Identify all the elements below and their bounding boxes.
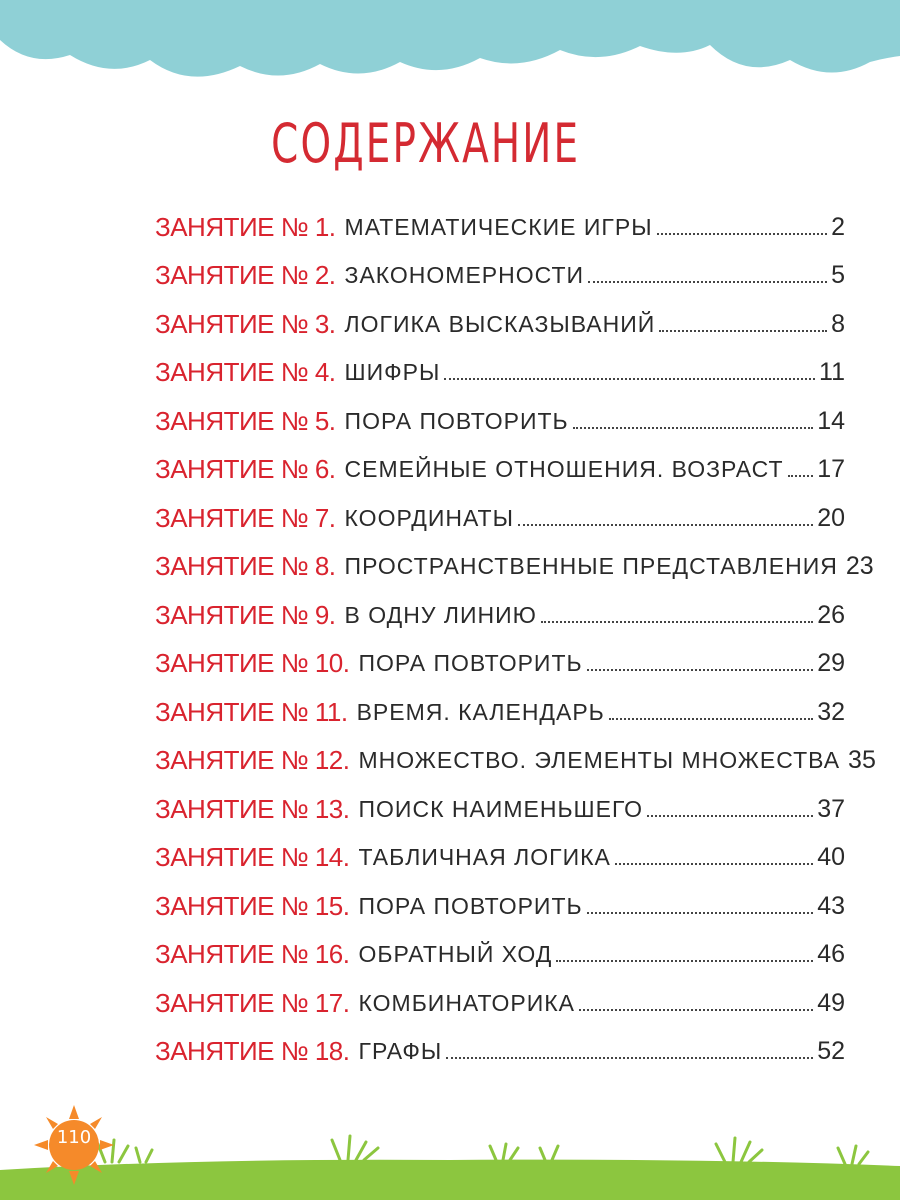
dot-leader [588, 281, 827, 283]
toc-row[interactable] [155, 874, 845, 923]
toc-row[interactable] [155, 389, 845, 438]
lesson-label: ЗАНЯТИЕ № 15. [155, 890, 350, 921]
lesson-page: 52 [817, 1037, 845, 1065]
lesson-topic: ВРЕМЯ. КАЛЕНДАРЬ [356, 698, 605, 725]
lesson-page: 40 [817, 843, 845, 871]
toc-row[interactable] [155, 923, 845, 972]
lesson-label: ЗАНЯТИЕ № 4. [155, 357, 336, 387]
lesson-label: ЗАНЯТИЕ № 14. [155, 842, 350, 872]
lesson-topic: ПОРА ПОВТОРИТЬ [358, 892, 583, 919]
lesson-page: 17 [817, 455, 845, 483]
dot-leader [609, 718, 813, 720]
lesson-topic: ТАБЛИЧНАЯ ЛОГИКА [358, 844, 611, 870]
lesson-topic: ШИФРЫ [344, 359, 441, 385]
dot-leader [444, 378, 815, 380]
lesson-topic: КООРДИНАТЫ [344, 504, 514, 531]
lesson-label: ЗАНЯТИЕ № 9. [155, 599, 336, 630]
toc-row[interactable] [155, 438, 845, 487]
grass-ground-decoration [0, 1110, 900, 1200]
lesson-page: 5 [831, 261, 845, 289]
lesson-topic: МНОЖЕСТВО. ЭЛЕМЕНТЫ МНОЖЕСТВА [358, 747, 841, 773]
dot-leader [587, 912, 814, 914]
lesson-label: ЗАНЯТИЕ № 8. [155, 551, 336, 581]
lesson-label: ЗАНЯТИЕ № 11. [155, 696, 348, 727]
dot-leader [659, 330, 827, 332]
lesson-label: ЗАНЯТИЕ № 10. [155, 648, 350, 678]
lesson-label: ЗАНЯТИЕ № 18. [155, 1036, 350, 1066]
dot-leader [518, 524, 813, 526]
dot-leader [541, 621, 813, 623]
toc-row[interactable] [155, 971, 845, 1020]
lesson-topic: ЗАКОНОМЕРНОСТИ [344, 262, 585, 288]
lesson-page: 26 [817, 600, 845, 629]
lesson-page: 8 [831, 309, 845, 338]
toc-row[interactable] [155, 341, 845, 390]
lesson-page: 49 [817, 988, 845, 1017]
lesson-page: 20 [817, 503, 845, 532]
toc-row[interactable] [155, 583, 845, 632]
toc-row[interactable] [155, 680, 845, 729]
lesson-topic: ПОРА ПОВТОРИТЬ [344, 407, 569, 434]
page-title: СОДЕРЖАНИЕ [271, 112, 581, 175]
toc-row[interactable] [155, 632, 845, 681]
dot-leader [788, 475, 814, 477]
dot-leader [615, 863, 813, 865]
toc-row[interactable] [155, 777, 845, 826]
dot-leader [556, 960, 813, 962]
toc-row[interactable] [155, 535, 874, 584]
lesson-label: ЗАНЯТИЕ № 3. [155, 308, 336, 339]
toc-row[interactable] [155, 826, 845, 875]
lesson-page: 43 [817, 891, 845, 920]
lesson-label: ЗАНЯТИЕ № 7. [155, 502, 336, 533]
lesson-topic: ГРАФЫ [358, 1038, 443, 1064]
lesson-label: ЗАНЯТИЕ № 6. [155, 454, 336, 484]
lesson-label: ЗАНЯТИЕ № 5. [155, 405, 336, 436]
dot-leader [587, 669, 814, 671]
lesson-topic: ЛОГИКА ВЫСКАЗЫВАНИЙ [344, 310, 656, 337]
lesson-page: 37 [817, 794, 845, 823]
lesson-page: 14 [817, 406, 845, 435]
toc-row[interactable] [155, 729, 876, 778]
table-of-contents [155, 195, 876, 1068]
lesson-topic: МАТЕМАТИЧЕСКИЕ ИГРЫ [344, 213, 653, 240]
lesson-topic: ПОРА ПОВТОРИТЬ [358, 650, 583, 676]
page-number: 110 [56, 1127, 92, 1148]
toc-row[interactable] [155, 486, 845, 535]
toc-row[interactable] [155, 1020, 845, 1069]
dot-leader [573, 427, 814, 429]
dot-leader [446, 1057, 813, 1059]
lesson-page: 11 [819, 358, 845, 386]
lesson-page: 29 [817, 649, 845, 677]
lesson-topic: ПРОСТРАНСТВЕННЫЕ ПРЕДСТАВЛЕНИЯ [344, 553, 838, 579]
lesson-topic: КОМБИНАТОРИКА [358, 989, 575, 1016]
lesson-label: ЗАНЯТИЕ № 17. [155, 987, 350, 1018]
lesson-page: 32 [817, 697, 845, 726]
lesson-page: 2 [831, 212, 845, 241]
lesson-page: 35 [848, 746, 876, 774]
toc-row[interactable] [155, 195, 845, 244]
lesson-topic: ОБРАТНЫЙ ХОД [358, 941, 553, 967]
lesson-label: ЗАНЯТИЕ № 2. [155, 260, 336, 290]
dot-leader [647, 815, 813, 817]
lesson-label: ЗАНЯТИЕ № 1. [155, 211, 336, 242]
lesson-label: ЗАНЯТИЕ № 16. [155, 939, 350, 969]
lesson-page: 46 [817, 940, 845, 968]
toc-row[interactable] [155, 292, 845, 341]
dot-leader [579, 1009, 813, 1011]
lesson-label: ЗАНЯТИЕ № 12. [155, 745, 350, 775]
lesson-topic: СЕМЕЙНЫЕ ОТНОШЕНИЯ. ВОЗРАСТ [344, 456, 784, 482]
lesson-topic: ПОИСК НАИМЕНЬШЕГО [358, 795, 644, 822]
toc-row[interactable] [155, 244, 845, 293]
sky-clouds-decoration [0, 0, 900, 110]
lesson-topic: В ОДНУ ЛИНИЮ [344, 601, 537, 628]
lesson-page: 23 [845, 552, 874, 580]
dot-leader [657, 233, 828, 235]
lesson-label: ЗАНЯТИЕ № 13. [155, 793, 350, 824]
